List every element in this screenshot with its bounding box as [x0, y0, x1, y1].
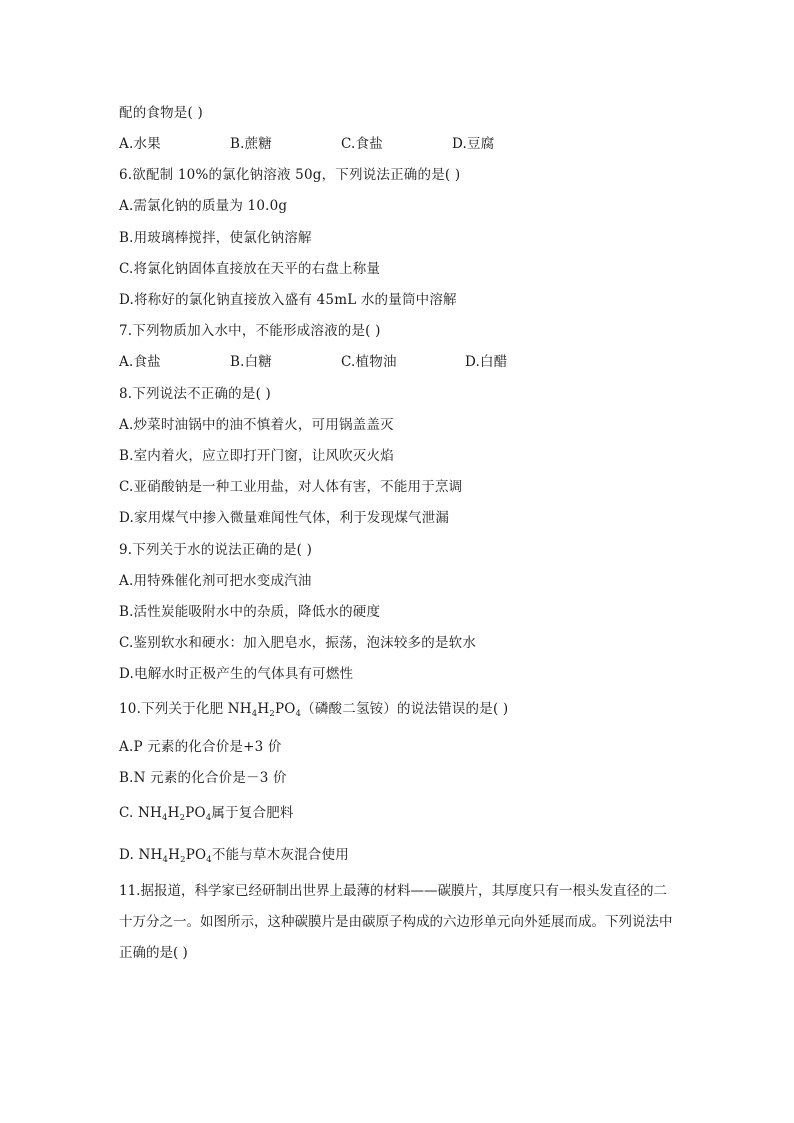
- q9-option-d: D.电解水时正极产生的气体具有可燃性: [119, 666, 354, 682]
- q6-option-b: B.用玻璃棒搅拌，使氯化钠溶解: [119, 230, 312, 246]
- q10-stem-prefix: 10.下列关于化肥: [119, 701, 228, 717]
- q10-option-d: D. $NH_4H_2PO_4$不能与草木灰混合使用: [119, 847, 349, 865]
- q7-option-b: B.白糖: [230, 354, 273, 370]
- q5-option-d: D.豆腐: [452, 136, 495, 152]
- q9-stem: 9.下列关于水的说法正确的是( ): [119, 542, 313, 558]
- q8-option-a: A.炒菜时油锅中的油不慎着火，可用锅盖盖灭: [119, 417, 394, 433]
- q7-option-a: A.食盐: [119, 354, 161, 370]
- chemical-formula: $NH_4H_2PO_4$: [227, 701, 302, 719]
- q10-option-b: B.N 元素的化合价是－3 价: [119, 770, 287, 786]
- q9-option-a: A.用特殊催化剂可把水变成汽油: [119, 573, 312, 589]
- q8-option-c: C.亚硝酸钠是一种工业用盐，对人体有害，不能用于烹调: [119, 479, 463, 495]
- q8-stem: 8.下列说法不正确的是( ): [119, 386, 272, 402]
- q8-option-d: D.家用煤气中掺入微量难闻性气体，利于发现煤气泄漏: [119, 510, 450, 526]
- q7-options: [119, 353, 507, 371]
- q5-options: [119, 135, 494, 153]
- q7-option-d: D.白醋: [465, 354, 508, 370]
- q8-option-b: B.室内着火，应立即打开门窗，让风吹灭火焰: [119, 448, 394, 464]
- q11-stem: 11.据报道，科学家已经研制出世界上最薄的材料——碳膜片，其厚度只有一根头发直径的二十万分之一。如图所示，这种碳膜片是由碳原子构成的六边形单元向外延展而成。下列说法中正确的是( ): [119, 883, 673, 961]
- q6-option-d: D.将称好的氯化钠直接放入盛有 45mL 水的量筒中溶解: [119, 292, 457, 308]
- q5-option-b: B.蔗糖: [230, 136, 273, 152]
- q5-option-a: A.水果: [119, 136, 161, 152]
- q9-option-b: B.活性炭能吸附水中的杂质，降低水的硬度: [119, 604, 381, 620]
- q5-option-c: C.食盐: [341, 136, 383, 152]
- q5-stem-tail: 配的食物是( ): [119, 105, 203, 121]
- chemical-formula: $NH_4H_2PO_4$: [138, 805, 212, 823]
- q6-option-a: A.需氯化钠的质量为 10.0g: [119, 198, 288, 214]
- q6-option-c: C.将氯化钠固体直接放在天平的右盘上称量: [119, 261, 381, 277]
- q10-stem-suffix: （磷酸二氢铵）的说法错误的是( ): [301, 701, 509, 717]
- q10-stem: [119, 700, 508, 723]
- q7-stem: 7.下列物质加入水中，不能形成溶液的是( ): [119, 323, 381, 339]
- q9-option-c: C.鉴别软水和硬水：加入肥皂水，振荡，泡沫较多的是软水: [119, 635, 477, 651]
- q7-option-c: C.植物油: [341, 354, 397, 370]
- chemical-formula: $NH_4H_2PO_4$: [138, 847, 212, 865]
- q10-option-c: C. $NH_4H_2PO_4$属于复合肥料: [119, 805, 294, 823]
- q10-option-a: A.P 元素的化合价是+3 价: [119, 739, 282, 755]
- q6-stem: 6.欲配制 10%的氯化钠溶液 50g，下列说法正确的是( ): [119, 167, 461, 183]
